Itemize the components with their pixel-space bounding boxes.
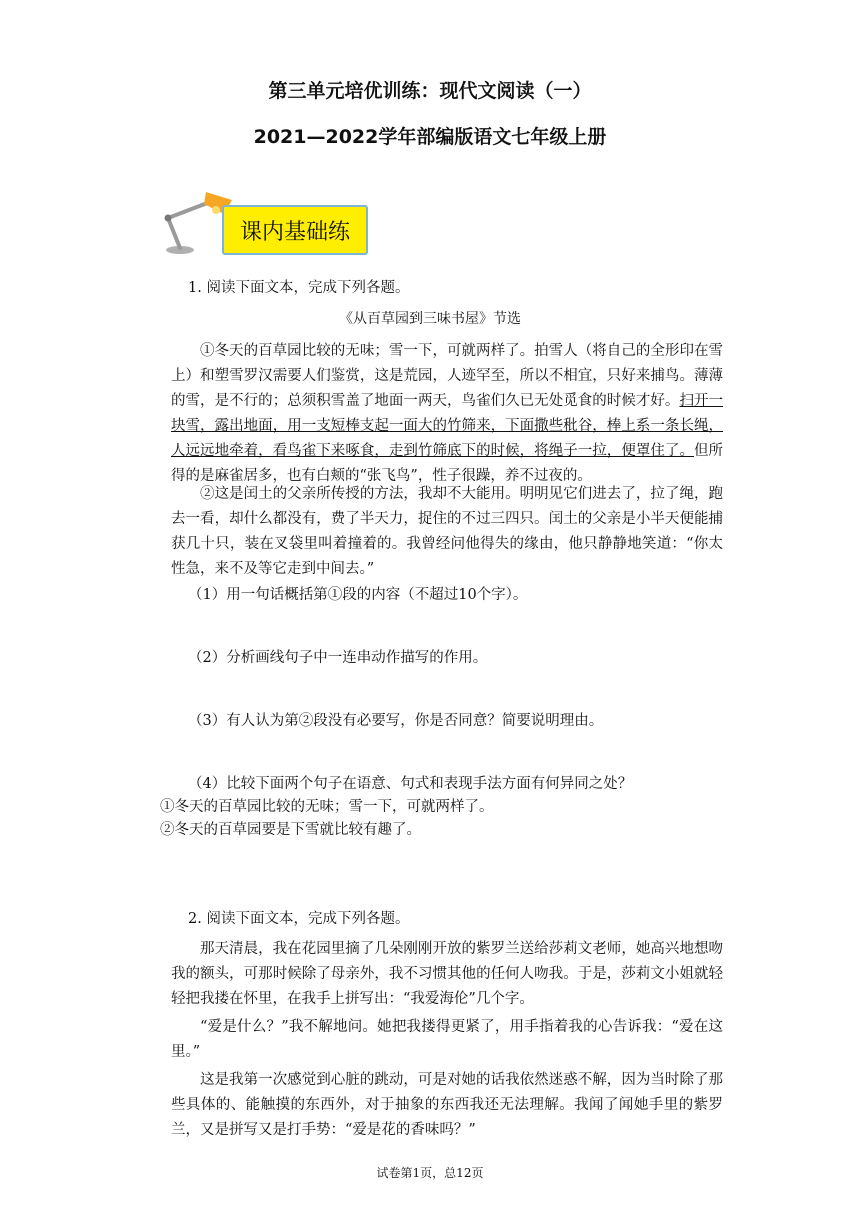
page-footer: 试卷第1页，总12页 (376, 1166, 484, 1180)
q1-paragraph-1-text-b: 但所得的是麻雀居多，也有白颊的“张飞鸟”，性子很躁，养不过夜的。 (171, 443, 724, 484)
document-title: 第三单元培优训练：现代文阅读（一） (268, 80, 592, 102)
q1-instruction: 1. 阅读下面文本，完成下列各题。 (188, 280, 410, 296)
subquestion-2: （2）分析画线句子中一连串动作描写的作用。 (188, 650, 488, 666)
q1-paragraph-2: ②这是闰土的父亲所传授的方法，我却不大能用。明明见它们进去了，拉了绳，跑去一看，却什么都没有，费了半天力，捉住的不过三四只。闰土的父亲是小半天便能捕获几十只，装在叉袋里叫着撞着的。我曾经问他得失的缘由，他只静静地笑道：“你太性急，来不及等它走到中间去。” (171, 486, 723, 577)
q2-paragraph-3: 这是我第一次感觉到心脏的跳动，可是对她的话我依然迷惑不解，因为当时除了那些具体的、能触摸的东西外，对于抽象的东西我还无法理解。我闻了闻她手里的紫罗兰，又是拼写又是打手势：“爱是花的香味吗？” (171, 1072, 723, 1138)
subquestion-3: （3）有人认为第②段没有必要写，你是否同意？简要说明理由。 (188, 713, 604, 729)
q1-paragraph-1 (171, 339, 723, 489)
q1-paragraph-1-text-a: ①冬天的百草园比较的无味；雪一下，可就两样了。拍雪人（将自己的全形印在雪上）和塑雪罗汉需要人们鉴赏，这是荒园，人迹罕至，所以不相宜，只好来捕鸟。薄薄的雪，是不行的；总须积雪盖了地面一两天，鸟雀们久已无处觅食的时候才好。 (171, 343, 723, 409)
q2-paragraph-2: “爱是什么？”我不解地问。她把我搂得更紧了，用手指着我的心告诉我：“爱在这里。” (171, 1019, 723, 1060)
section-banner: 课内基础练 (222, 205, 368, 255)
passage-title: 《从百草园到三味书屋》节选 (339, 311, 521, 327)
underlined-sentence: 扫开一块雪，露出地面，用一支短棒支起一面大的竹筛来，下面撒些秕谷，棒上系一条长绳，人远远地牵着，看鸟雀下来啄食，走到竹筛底下的时候，将绳子一拉，便罩住了。 (171, 393, 724, 459)
subquestion-4: （4）比较下面两个句子在语意、句式和表现手法方面有何异同之处？ (188, 776, 633, 792)
subquestion-1: （1）用一句话概括第①段的内容（不超过10个字）。 (188, 587, 528, 603)
q2-paragraph-1: 那天清晨，我在花园里摘了几朵刚刚开放的紫罗兰送给莎莉文老师，她高兴地想吻我的额头，可那时候除了母亲外，我不习惯其他的任何人吻我。于是，莎莉文小姐就轻轻把我搂在怀里，在我手上拼写出：“我爱海伦”几个字。 (171, 941, 723, 1007)
q2-instruction: 2. 阅读下面文本，完成下列各题。 (188, 911, 410, 927)
subquestion-4-option-2: ②冬天的百草园要是下雪就比较有趣了。 (160, 822, 421, 838)
document-subtitle: 2021—2022学年部编版语文七年级上册 (253, 126, 607, 148)
subquestion-4-option-1: ①冬天的百草园比较的无味；雪一下，可就两样了。 (160, 799, 494, 815)
